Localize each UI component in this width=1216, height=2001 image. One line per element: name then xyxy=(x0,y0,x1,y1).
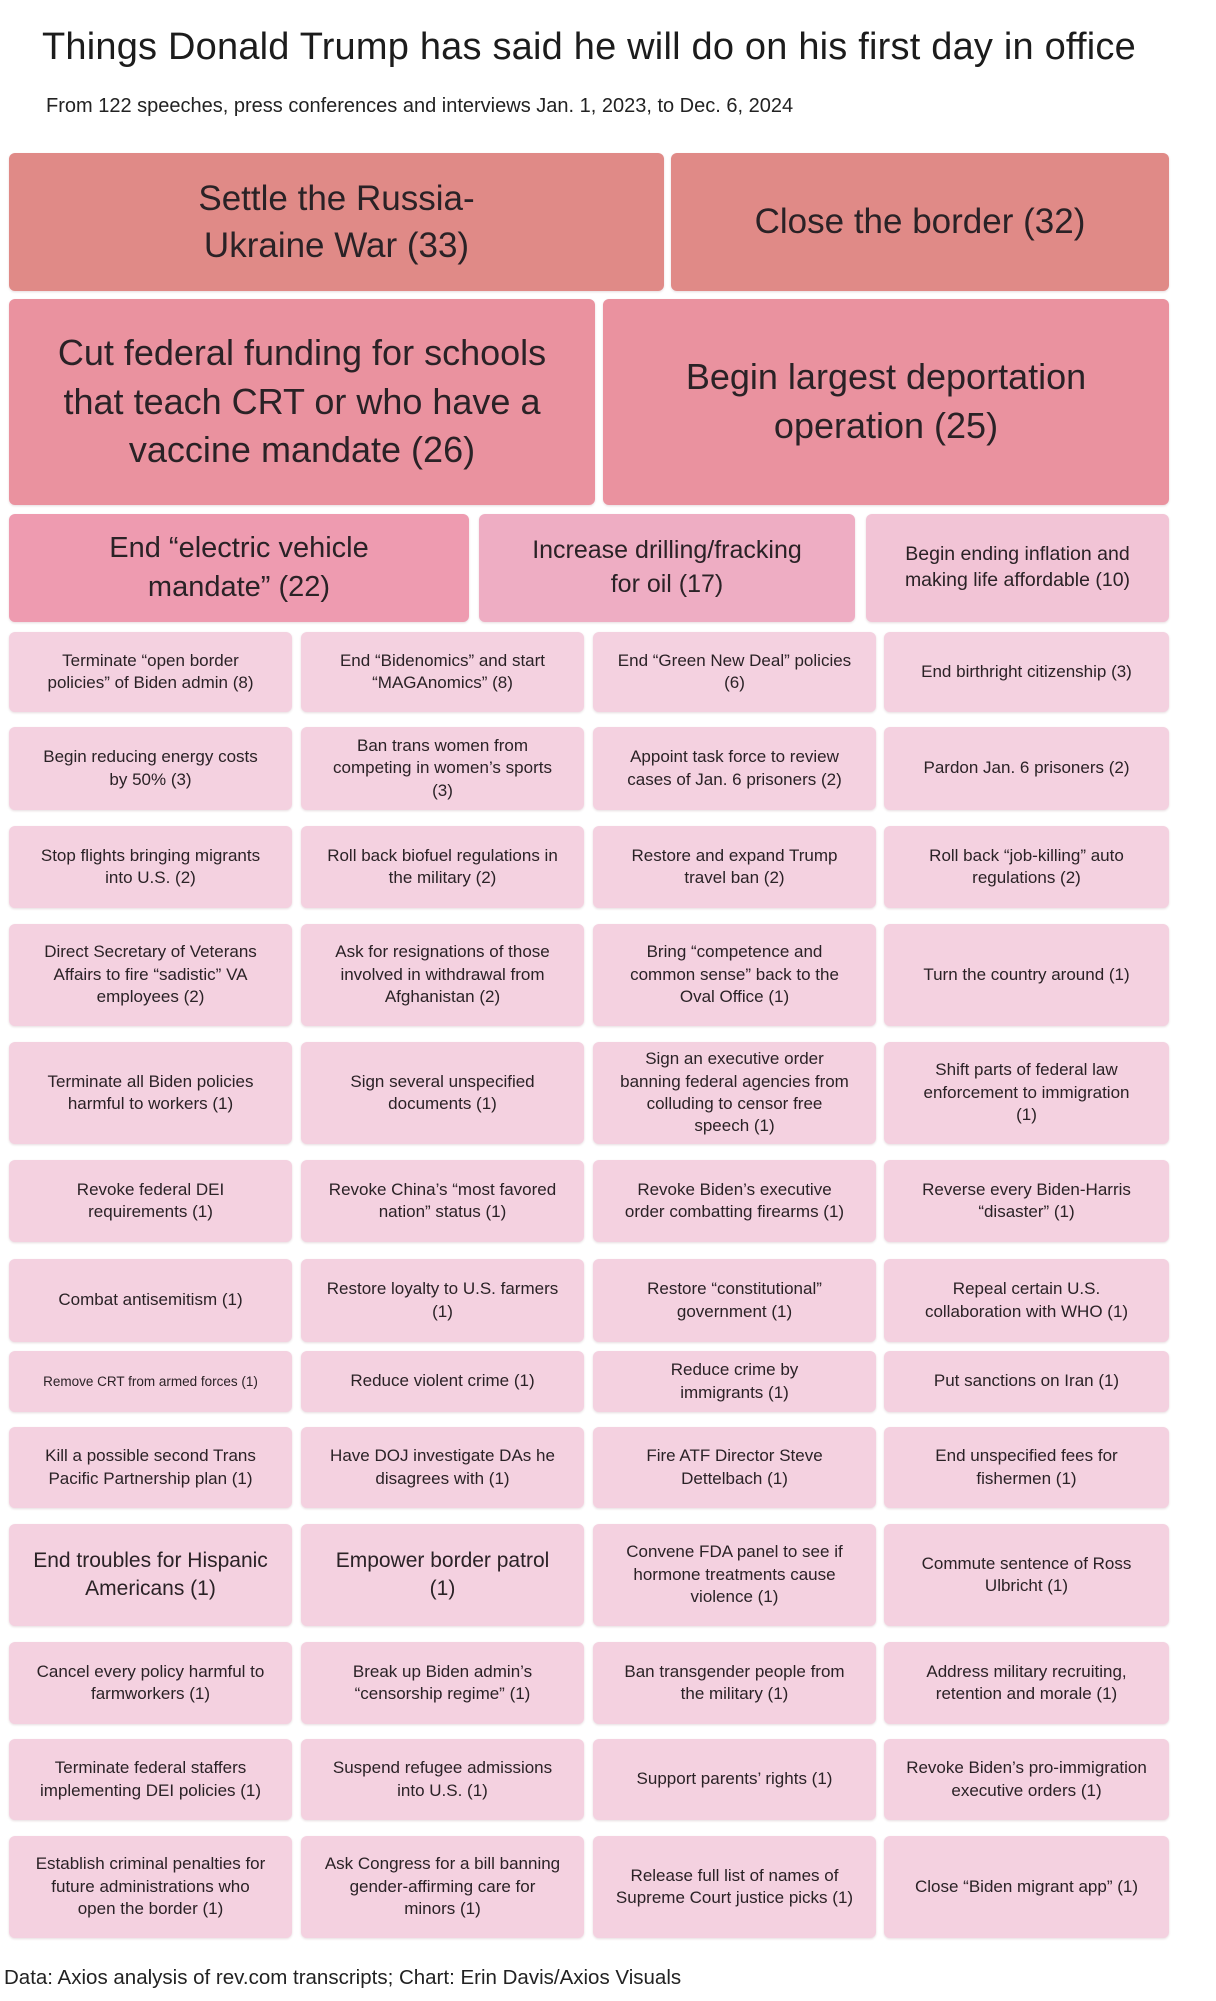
treemap-tile xyxy=(301,1160,584,1242)
tile-label: Put sanctions on Iran (1) xyxy=(933,1371,1120,1391)
treemap-tile xyxy=(301,727,584,810)
treemap-tile xyxy=(884,1042,1169,1144)
tile-label: Roll back biofuel regulations in the military (2) xyxy=(327,845,558,887)
tile-label: Restore and expand Trump travel ban (2) xyxy=(631,845,838,887)
tile-label: Empower border patrol (1) xyxy=(335,1549,550,1600)
treemap-tile xyxy=(9,153,664,291)
treemap-tile xyxy=(9,1042,292,1144)
tile-label: Begin ending inflation and making life affordable (10) xyxy=(904,543,1131,591)
tile-label: Reverse every Biden-Harris “disaster” (1) xyxy=(922,1179,1131,1221)
treemap-tile xyxy=(884,924,1169,1026)
treemap-tile xyxy=(593,1160,876,1242)
treemap-tile xyxy=(593,1042,876,1144)
tile-label: Suspend refugee admissions into U.S. (1) xyxy=(332,1758,553,1800)
tile-label: End “Green New Deal” policies (6) xyxy=(617,650,852,692)
tile-label: Pardon Jan. 6 prisoners (2) xyxy=(923,758,1130,778)
tile-label: End troubles for Hispanic Americans (1) xyxy=(33,1549,268,1600)
tile-label: Settle the Russia- Ukraine War (33) xyxy=(198,178,475,265)
treemap-tile xyxy=(603,299,1169,505)
tile-label: Cancel every policy harmful to farmworkers (1) xyxy=(36,1661,265,1703)
treemap-tile xyxy=(593,1836,876,1938)
treemap-tile xyxy=(9,632,292,712)
tile-label: Stop flights bringing migrants into U.S. (2) xyxy=(40,845,261,887)
tile-label: Roll back “job-killing” auto regulations (2) xyxy=(929,845,1124,887)
tile-label: Shift parts of federal law enforcement to immigration (1) xyxy=(923,1060,1130,1125)
treemap-tile xyxy=(884,1259,1169,1342)
treemap-tile xyxy=(301,1042,584,1144)
treemap-tile xyxy=(9,1351,292,1412)
tile-label: Terminate all Biden policies harmful to workers (1) xyxy=(47,1071,254,1113)
tile-label: Ban trans women from competing in women’s sports (3) xyxy=(333,735,552,800)
treemap-tile xyxy=(9,1427,292,1508)
treemap-tile xyxy=(301,1427,584,1508)
chart-title: Things Donald Trump has said he will do on his first day in office xyxy=(42,26,1136,68)
tile-label: Sign several unspecified documents (1) xyxy=(350,1071,535,1113)
tile-label: Ask Congress for a bill banning gender-affirming care for minors (1) xyxy=(324,1854,561,1919)
treemap-tile xyxy=(884,1524,1169,1626)
tile-label: Sign an executive order banning federal agencies from colluding to censor free speech (1) xyxy=(620,1049,849,1136)
treemap-tile xyxy=(301,826,584,908)
tile-label: Establish criminal penalties for future administrations who open the border (1) xyxy=(35,1854,266,1919)
tile-label: Restore “constitutional” government (1) xyxy=(647,1279,822,1321)
treemap-tile xyxy=(593,727,876,810)
tile-label: Release full list of names of Supreme Court justice picks (1) xyxy=(615,1865,854,1907)
treemap-tile xyxy=(9,1259,292,1342)
tile-label: Begin largest deportation operation (25) xyxy=(685,356,1087,446)
treemap-tile xyxy=(301,1351,584,1412)
treemap-tile xyxy=(884,1160,1169,1242)
treemap-tile xyxy=(9,1642,292,1724)
tile-label: Reduce violent crime (1) xyxy=(350,1371,535,1391)
treemap-tile xyxy=(301,1836,584,1938)
treemap-tile xyxy=(479,514,855,622)
treemap-tile xyxy=(9,826,292,908)
treemap-tile xyxy=(301,924,584,1026)
tile-label: Terminate “open border policies” of Biden admin (8) xyxy=(47,650,254,692)
tile-label: Begin reducing energy costs by 50% (3) xyxy=(43,747,258,789)
treemap-tile xyxy=(301,632,584,712)
treemap-tile xyxy=(9,727,292,810)
treemap-tile xyxy=(9,1739,292,1820)
treemap-tile xyxy=(301,1524,584,1626)
treemap-tile xyxy=(884,727,1169,810)
tile-label: Reduce crime by immigrants (1) xyxy=(670,1360,799,1402)
chart-subtitle: From 122 speeches, press conferences and interviews Jan. 1, 2023, to Dec. 6, 2024 xyxy=(46,95,794,117)
treemap-tile xyxy=(593,826,876,908)
treemap-tile xyxy=(884,632,1169,712)
treemap-tile xyxy=(866,514,1169,622)
treemap-tile xyxy=(884,1642,1169,1724)
tile-label: Support parents’ rights (1) xyxy=(636,1769,833,1789)
tile-label: End “electric vehicle mandate” (22) xyxy=(109,531,369,603)
tile-label: Ask for resignations of those involved in withdrawal from Afghanistan (2) xyxy=(335,942,550,1007)
treemap-tile xyxy=(301,1259,584,1342)
tile-label: Break up Biden admin’s “censorship regime” (1) xyxy=(352,1661,533,1703)
tile-label: Close the border (32) xyxy=(754,202,1086,242)
treemap-tile xyxy=(884,1351,1169,1412)
tile-label: Revoke federal DEI requirements (1) xyxy=(76,1179,225,1221)
treemap-tile xyxy=(9,1836,292,1938)
treemap-tile xyxy=(884,826,1169,908)
treemap-tile xyxy=(9,299,595,505)
tile-label: Direct Secretary of Veterans Affairs to fire “sadistic” VA employees (2) xyxy=(44,942,257,1007)
tile-label: Turn the country around (1) xyxy=(923,964,1130,984)
treemap-tile xyxy=(593,924,876,1026)
tile-label: Fire ATF Director Steve Dettelbach (1) xyxy=(646,1446,823,1488)
treemap-tile xyxy=(593,1259,876,1342)
treemap-tile xyxy=(593,1351,876,1412)
tile-label: Cut federal funding for schools that teach CRT or who have a vaccine mandate (26) xyxy=(57,332,547,471)
tile-label: Convene FDA panel to see if hormone treatments cause violence (1) xyxy=(626,1542,843,1607)
treemap-tile xyxy=(9,924,292,1026)
treemap-tile xyxy=(884,1836,1169,1938)
treemap-tile xyxy=(593,1642,876,1724)
tile-label: Increase drilling/fracking for oil (17) xyxy=(532,536,802,598)
tile-label: Combat antisemitism (1) xyxy=(58,1290,243,1310)
treemap-tile xyxy=(593,1524,876,1626)
treemap-tile xyxy=(884,1739,1169,1820)
treemap-tile xyxy=(9,514,469,622)
tile-label: Restore loyalty to U.S. farmers (1) xyxy=(326,1279,559,1321)
treemap-tile xyxy=(884,1427,1169,1508)
tile-label: Terminate federal staffers implementing DEI policies (1) xyxy=(39,1758,262,1800)
tile-label: Remove CRT from armed forces (1) xyxy=(43,1373,258,1389)
treemap-tile xyxy=(593,632,876,712)
treemap-tile xyxy=(593,1427,876,1508)
tile-label: Commute sentence of Ross Ulbricht (1) xyxy=(921,1553,1132,1595)
treemap-tile xyxy=(9,1160,292,1242)
tile-label: Appoint task force to review cases of Jan. 6 prisoners (2) xyxy=(627,747,842,789)
tile-label: Revoke Biden’s executive order combatting firearms (1) xyxy=(624,1179,845,1221)
tile-label: Ban transgender people from the military (1) xyxy=(624,1661,845,1703)
tile-label: End unspecified fees for fishermen (1) xyxy=(935,1446,1118,1488)
treemap-tile xyxy=(593,1739,876,1820)
treemap-tile xyxy=(9,1524,292,1626)
treemap-tile xyxy=(671,153,1169,291)
tile-label: End birthright citizenship (3) xyxy=(921,661,1132,681)
tile-label: Close “Biden migrant app” (1) xyxy=(915,1876,1138,1896)
tile-label: Kill a possible second Trans Pacific Partnership plan (1) xyxy=(45,1446,256,1488)
tile-label: End “Bidenomics” and start “MAGAnomics” (8) xyxy=(339,650,546,692)
source-note: Data: Axios analysis of rev.com transcripts; Chart: Erin Davis/Axios Visuals xyxy=(4,1966,682,1989)
tile-label: Repeal certain U.S. collaboration with WHO (1) xyxy=(924,1279,1129,1321)
treemap-tile xyxy=(301,1642,584,1724)
tile-label: Have DOJ investigate DAs he disagrees with (1) xyxy=(330,1446,555,1488)
treemap-tile xyxy=(301,1739,584,1820)
tile-label: Address military recruiting, retention and morale (1) xyxy=(926,1661,1127,1703)
tile-label: Revoke China’s “most favored nation” status (1) xyxy=(328,1179,557,1221)
tile-label: Bring “competence and common sense” back to the Oval Office (1) xyxy=(630,942,839,1007)
tile-label: Revoke Biden’s pro-immigration executive orders (1) xyxy=(906,1758,1147,1800)
